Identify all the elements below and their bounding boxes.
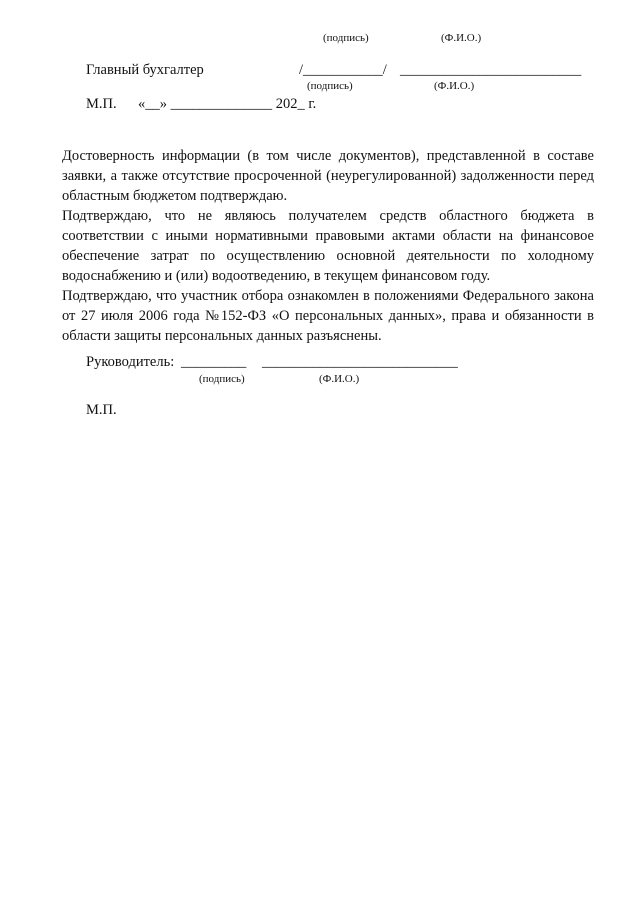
chief-accountant-caption-fio: (Ф.И.О.) bbox=[434, 80, 475, 92]
head-label: Руководитель: bbox=[86, 354, 175, 370]
confirmation-paragraphs bbox=[62, 146, 594, 346]
top-caption-signature: (подпись) bbox=[323, 32, 369, 44]
chief-accountant-fio-line: _________________________ bbox=[400, 62, 582, 78]
bottom-stamp-place-label: М.П. bbox=[86, 402, 117, 418]
head-caption-signature: (подпись) bbox=[199, 373, 245, 385]
chief-accountant-label: Главный бухгалтер bbox=[86, 62, 204, 78]
head-caption-fio: (Ф.И.О.) bbox=[319, 373, 360, 385]
paragraph-personal-data: Подтверждаю, что участник отбора ознакомлен в положениями Федерального закона от 27 июля 2006 года №152-ФЗ «О персональных данных», права и обязанности в области защиты персональных данных разъяснены. bbox=[62, 288, 594, 344]
head-signature-line: _________ bbox=[181, 354, 247, 370]
chief-accountant-signature-line: /___________/ bbox=[299, 62, 387, 78]
head-fio-line: ___________________________ bbox=[262, 354, 458, 370]
date-line: «__» ______________ 202_ г. bbox=[138, 96, 317, 112]
top-caption-fio: (Ф.И.О.) bbox=[441, 32, 482, 44]
paragraph-not-recipient: Подтверждаю, что не являюсь получателем средств областного бюджета в соответствии с иными нормативными правовыми актами области на финансовое обеспечение затрат по осуществлению основной деятельности по холодному водоснабжению и (или) водоотведению, в текущем финансовом году. bbox=[62, 208, 594, 284]
paragraph-reliability: Достоверность информации (в том числе документов), представленной в составе заявки, а также отсутствие просроченной (неурегулированной) задолженности перед областным бюджетом подтверждаю. bbox=[62, 148, 594, 204]
stamp-place-label: М.П. bbox=[86, 96, 117, 112]
chief-accountant-caption-signature: (подпись) bbox=[307, 80, 353, 92]
